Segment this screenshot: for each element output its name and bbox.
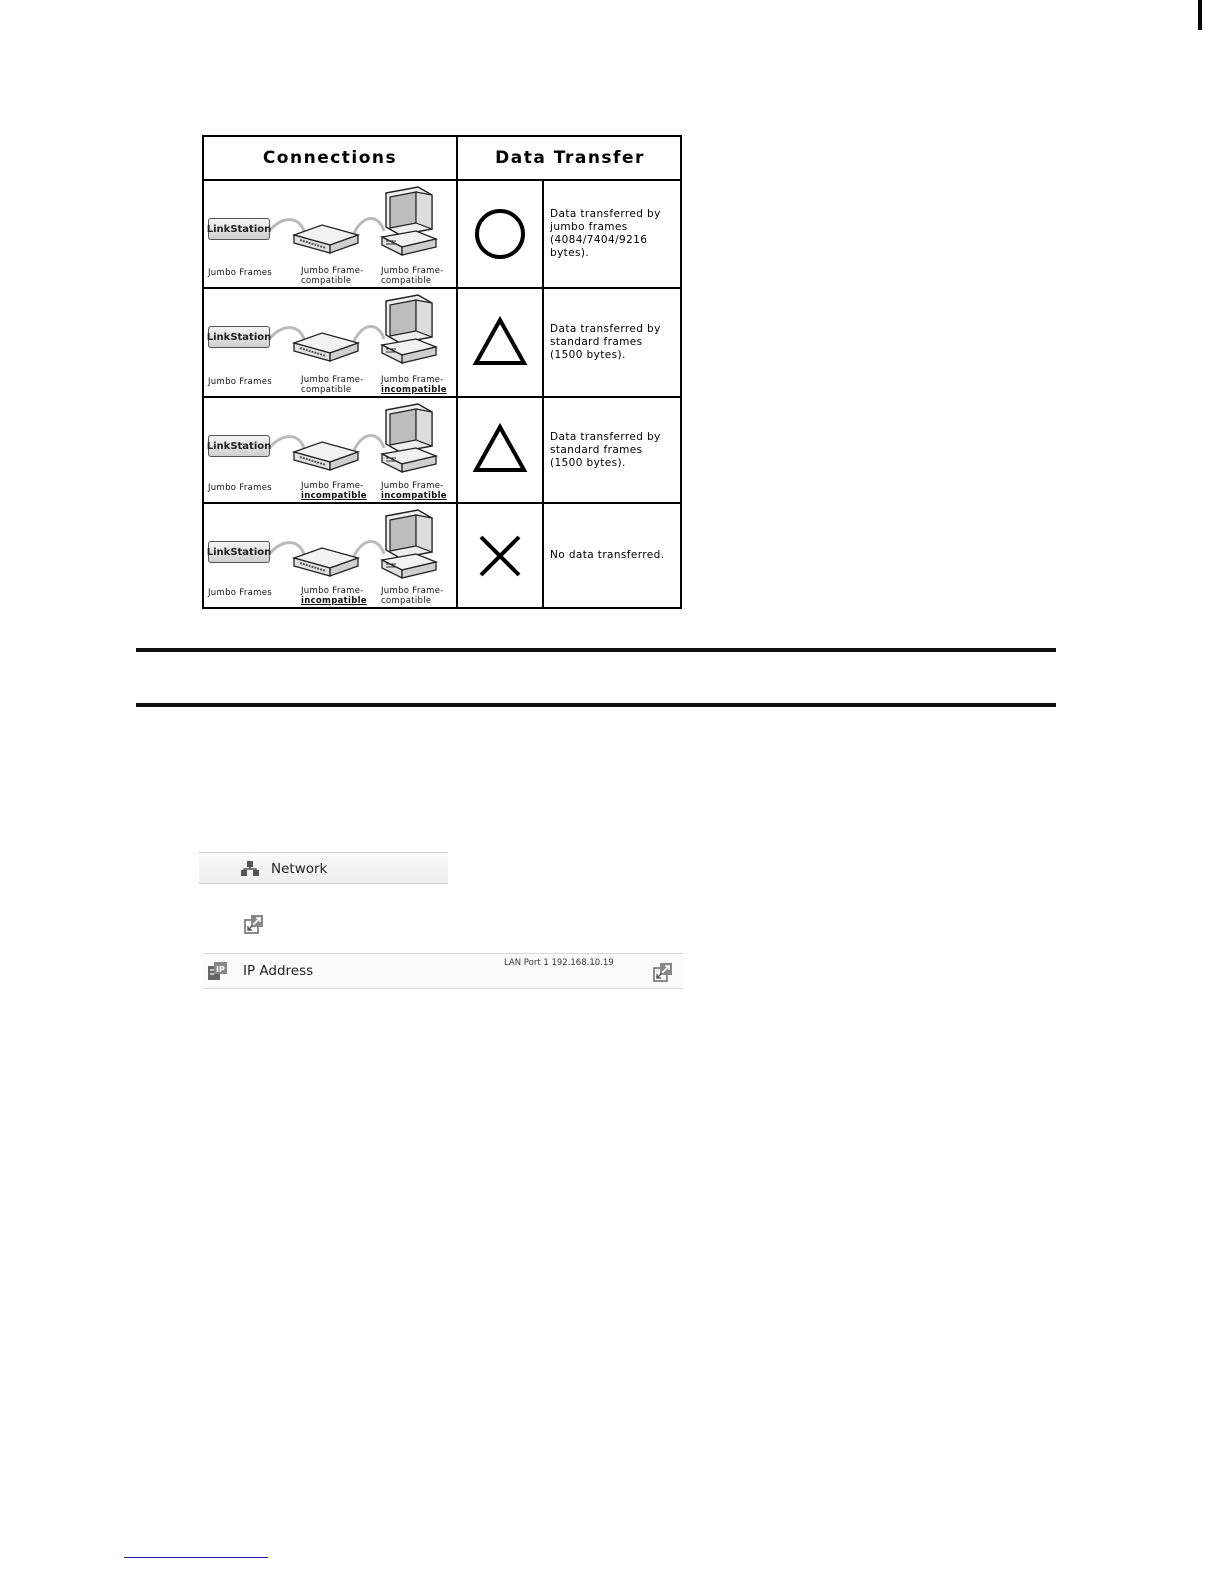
table-row [204, 181, 680, 287]
pc-caption: Jumbo Frame- incompatible [381, 481, 447, 501]
switch-icon [292, 544, 362, 584]
svg-text:IP: IP [216, 965, 225, 974]
ip-address-value: LAN Port 1 192.168.10.19 [504, 958, 614, 968]
result-symbol-cell [458, 289, 542, 396]
connections-header: Connections [262, 148, 398, 168]
page-edge-mark [1198, 0, 1202, 30]
edit-icon[interactable] [244, 914, 264, 934]
result-symbol-cell [458, 398, 542, 502]
ip-icon [208, 962, 228, 982]
computer-icon [378, 293, 438, 365]
edit-icon[interactable] [653, 962, 673, 982]
table-row [204, 398, 680, 502]
linkstation-box: LinkStation [208, 218, 270, 240]
computer-icon [378, 185, 438, 257]
linkstation-caption: Jumbo Frames [208, 268, 272, 278]
data-transfer-header: Data Transfer [495, 148, 645, 168]
footer-link-underline [124, 1557, 268, 1558]
triangle-icon [470, 313, 530, 373]
circle-icon [470, 204, 530, 264]
network-icon [240, 860, 260, 878]
section-rule [136, 703, 1056, 707]
menu-item-network[interactable] [199, 852, 448, 884]
switch-icon [292, 329, 362, 369]
computer-icon [378, 402, 438, 474]
section-rule [136, 648, 1056, 652]
pc-caption: Jumbo Frame- incompatible [381, 375, 447, 395]
result-symbol-cell [458, 504, 542, 607]
table-row [204, 504, 680, 607]
connection-diagram [204, 289, 456, 396]
linkstation-box: LinkStation [208, 541, 270, 563]
ip-address-label: IP Address [243, 963, 314, 979]
cross-icon [470, 526, 530, 586]
switch-caption: Jumbo Frame- compatible [301, 266, 364, 286]
connection-diagram [204, 504, 456, 607]
computer-icon [378, 508, 438, 580]
pc-caption: Jumbo Frame- compatible [381, 586, 444, 606]
ip-address-row [203, 953, 683, 989]
connection-diagram [204, 181, 456, 287]
linkstation-caption: Jumbo Frames [208, 377, 272, 387]
triangle-icon [470, 420, 530, 480]
transfer-description: Data transferred by standard frames (1500 bytes). [550, 430, 661, 469]
switch-caption: Jumbo Frame- incompatible [301, 586, 367, 606]
linkstation-caption: Jumbo Frames [208, 588, 272, 598]
linkstation-box: LinkStation [208, 326, 270, 348]
transfer-description: No data transferred. [550, 549, 665, 561]
linkstation-box: LinkStation [208, 435, 270, 457]
switch-caption: Jumbo Frame- compatible [301, 375, 364, 395]
transfer-description: Data transferred by jumbo frames (4084/7404/9216 bytes). [550, 208, 661, 259]
pc-caption: Jumbo Frame- compatible [381, 266, 444, 286]
switch-icon [292, 438, 362, 478]
switch-icon [292, 221, 362, 261]
connection-diagram [204, 398, 456, 502]
result-symbol-cell [458, 181, 542, 287]
jumbo-frame-table [202, 135, 682, 609]
menu-item-label: Network [271, 861, 328, 877]
table-row [204, 289, 680, 396]
switch-caption: Jumbo Frame- incompatible [301, 481, 367, 501]
linkstation-caption: Jumbo Frames [208, 483, 272, 493]
transfer-description: Data transferred by standard frames (1500 bytes). [550, 323, 661, 361]
